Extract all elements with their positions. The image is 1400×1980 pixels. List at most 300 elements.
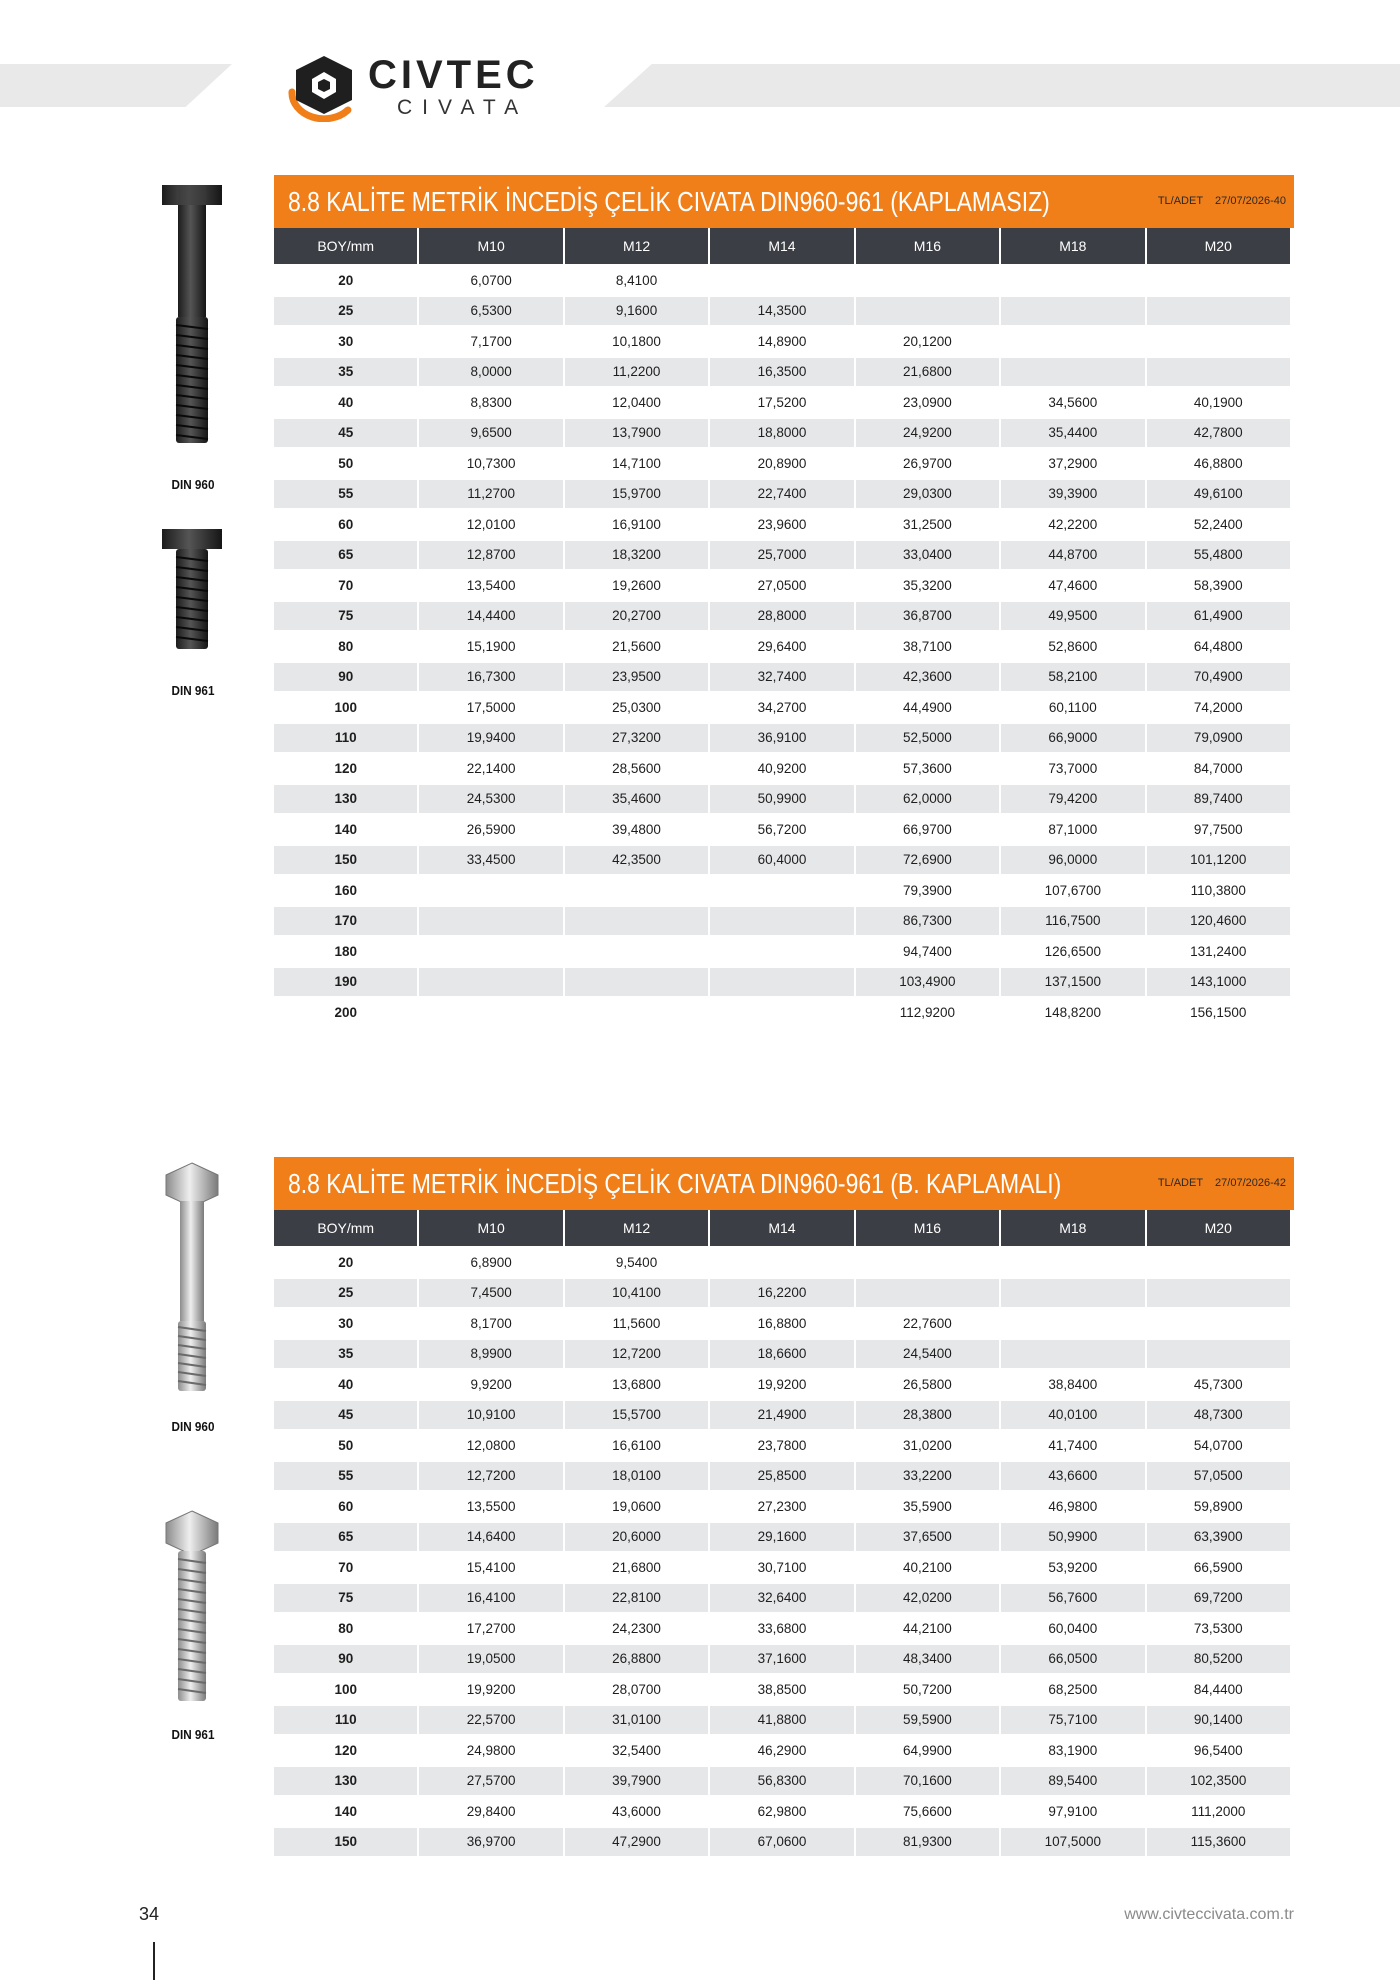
price-cell: 28,8000 [710, 602, 853, 633]
price-cell: 33,2200 [856, 1462, 999, 1493]
table-row [274, 327, 1290, 358]
price-cell: 35,4400 [1001, 419, 1144, 450]
table-body [274, 1248, 1290, 1858]
price-cell: 68,2500 [1001, 1675, 1144, 1706]
price-cell: 40,2100 [856, 1553, 999, 1584]
length-cell: 150 [274, 1828, 417, 1859]
price-cell: 53,9200 [1001, 1553, 1144, 1584]
price-cell: 73,7000 [1001, 754, 1144, 785]
price-cell: 20,2700 [565, 602, 708, 633]
price-cell: 33,0400 [856, 541, 999, 572]
price-cell: 6,5300 [419, 297, 562, 328]
price-cell: 14,8900 [710, 327, 853, 358]
price-cell: 60,4000 [710, 846, 853, 877]
column-header-size: M14 [710, 1210, 853, 1248]
column-header-length: BOY/mm [274, 1210, 417, 1248]
length-cell: 30 [274, 327, 417, 358]
price-cell: 54,0700 [1147, 1431, 1290, 1462]
price-cell: 110,3800 [1147, 876, 1290, 907]
hex-nut-logo-icon [282, 52, 366, 122]
din960-label: DIN 960 [171, 477, 215, 492]
price-cell: 38,7100 [856, 632, 999, 663]
price-cell: 28,3800 [856, 1401, 999, 1432]
price-cell: 36,9700 [419, 1828, 562, 1859]
price-cell: 13,7900 [565, 419, 708, 450]
price-cell: 13,5500 [419, 1492, 562, 1523]
price-cell [1001, 266, 1144, 297]
price-cell: 49,9500 [1001, 602, 1144, 633]
price-cell [710, 876, 853, 907]
price-cell: 72,6900 [856, 846, 999, 877]
price-cell: 48,3400 [856, 1645, 999, 1676]
price-cell: 9,6500 [419, 419, 562, 450]
price-cell: 46,2900 [710, 1736, 853, 1767]
price-cell: 42,3500 [565, 846, 708, 877]
length-cell: 190 [274, 968, 417, 999]
price-cell: 19,9400 [419, 724, 562, 755]
price-cell: 25,7000 [710, 541, 853, 572]
price-cell: 12,8700 [419, 541, 562, 572]
price-cell: 27,5700 [419, 1767, 562, 1798]
price-cell: 14,6400 [419, 1523, 562, 1554]
price-cell: 9,9200 [419, 1370, 562, 1401]
price-cell: 115,3600 [1147, 1828, 1290, 1859]
price-cell [1001, 1309, 1144, 1340]
table-row [274, 968, 1290, 999]
unit-label: TL/ADET [1157, 195, 1204, 207]
price-cell: 47,4600 [1001, 571, 1144, 602]
price-cell: 28,0700 [565, 1675, 708, 1706]
price-cell: 8,4100 [565, 266, 708, 297]
length-cell: 55 [274, 480, 417, 511]
price-cell: 32,6400 [710, 1584, 853, 1615]
price-cell: 50,9900 [1001, 1523, 1144, 1554]
price-cell: 59,8900 [1147, 1492, 1290, 1523]
price-cell: 59,5900 [856, 1706, 999, 1737]
table-row [274, 1797, 1290, 1828]
length-cell: 20 [274, 266, 417, 297]
price-cell: 26,5800 [856, 1370, 999, 1401]
price-cell: 66,9000 [1001, 724, 1144, 755]
table-row [274, 998, 1290, 1029]
table-row [274, 846, 1290, 877]
price-cell: 66,5900 [1147, 1553, 1290, 1584]
table-row [274, 388, 1290, 419]
price-cell: 10,7300 [419, 449, 562, 480]
price-cell: 39,3900 [1001, 480, 1144, 511]
column-header-size: M10 [419, 1210, 562, 1248]
price-cell: 94,7400 [856, 937, 999, 968]
price-cell: 15,1900 [419, 632, 562, 663]
price-cell: 19,9200 [710, 1370, 853, 1401]
price-cell: 21,6800 [565, 1553, 708, 1584]
table-row [274, 1736, 1290, 1767]
price-cell [1147, 1248, 1290, 1279]
table-row [274, 1309, 1290, 1340]
price-cell: 32,7400 [710, 663, 853, 694]
length-cell: 35 [274, 358, 417, 389]
column-header-size: M20 [1147, 1210, 1290, 1248]
table-row [274, 1584, 1290, 1615]
hex-bolt-zinc-full-thread-icon [158, 1509, 226, 1709]
price-cell: 89,5400 [1001, 1767, 1144, 1798]
length-cell: 120 [274, 754, 417, 785]
price-cell: 26,8800 [565, 1645, 708, 1676]
price-cell: 33,6800 [710, 1614, 853, 1645]
table-header-row [274, 228, 1290, 266]
brand-subtitle: CIVATA [397, 96, 529, 119]
table-row [274, 1553, 1290, 1584]
length-cell: 90 [274, 663, 417, 694]
price-cell: 101,1200 [1147, 846, 1290, 877]
price-cell [1147, 1340, 1290, 1371]
price-cell: 31,0200 [856, 1431, 999, 1462]
price-cell: 61,4900 [1147, 602, 1290, 633]
price-cell: 62,9800 [710, 1797, 853, 1828]
price-cell: 29,1600 [710, 1523, 853, 1554]
hex-bolt-black-full-thread-icon [158, 525, 226, 655]
price-cell: 137,1500 [1001, 968, 1144, 999]
price-cell: 21,6800 [856, 358, 999, 389]
price-cell: 36,8700 [856, 602, 999, 633]
table-row [274, 1675, 1290, 1706]
table-row [274, 1706, 1290, 1737]
price-cell: 75,6600 [856, 1797, 999, 1828]
price-cell [856, 1279, 999, 1310]
table-row [274, 1340, 1290, 1371]
table-row [274, 1248, 1290, 1279]
section-title-bar [274, 1157, 1294, 1210]
price-cell: 41,7400 [1001, 1431, 1144, 1462]
table-row [274, 1492, 1290, 1523]
price-cell: 24,5300 [419, 785, 562, 816]
price-cell: 12,0800 [419, 1431, 562, 1462]
brand-name: CIVTEC [368, 53, 539, 97]
price-cell: 102,3500 [1147, 1767, 1290, 1798]
price-cell: 12,7200 [565, 1340, 708, 1371]
price-cell [419, 907, 562, 938]
price-cell: 31,0100 [565, 1706, 708, 1737]
price-cell: 33,4500 [419, 846, 562, 877]
price-cell: 73,5300 [1147, 1614, 1290, 1645]
price-cell: 45,7300 [1147, 1370, 1290, 1401]
length-cell: 75 [274, 1584, 417, 1615]
length-cell: 60 [274, 510, 417, 541]
price-cell: 16,6100 [565, 1431, 708, 1462]
table-row [274, 693, 1290, 724]
price-cell: 44,8700 [1001, 541, 1144, 572]
price-cell: 27,0500 [710, 571, 853, 602]
price-cell: 69,7200 [1147, 1584, 1290, 1615]
price-cell: 66,9700 [856, 815, 999, 846]
price-cell [419, 968, 562, 999]
table-row [274, 1462, 1290, 1493]
din960-label: DIN 960 [171, 1419, 215, 1434]
price-cell: 57,0500 [1147, 1462, 1290, 1493]
price-cell [1001, 1340, 1144, 1371]
table-row [274, 815, 1290, 846]
table-row [274, 266, 1290, 297]
price-cell: 28,5600 [565, 754, 708, 785]
price-cell [419, 876, 562, 907]
price-cell: 37,6500 [856, 1523, 999, 1554]
table-row [274, 510, 1290, 541]
price-cell: 42,2200 [1001, 510, 1144, 541]
length-cell: 100 [274, 693, 417, 724]
length-cell: 90 [274, 1645, 417, 1676]
price-cell: 9,5400 [565, 1248, 708, 1279]
price-cell: 43,6000 [565, 1797, 708, 1828]
price-cell: 42,7800 [1147, 419, 1290, 450]
price-cell: 42,3600 [856, 663, 999, 694]
price-cell: 29,0300 [856, 480, 999, 511]
length-cell: 80 [274, 1614, 417, 1645]
column-header-size: M20 [1147, 228, 1290, 266]
price-cell: 23,0900 [856, 388, 999, 419]
length-cell: 80 [274, 632, 417, 663]
price-cell: 70,1600 [856, 1767, 999, 1798]
price-cell: 79,0900 [1147, 724, 1290, 755]
column-header-size: M16 [856, 1210, 999, 1248]
price-cell: 46,8800 [1147, 449, 1290, 480]
price-cell: 21,4900 [710, 1401, 853, 1432]
price-cell: 90,1400 [1147, 1706, 1290, 1737]
price-cell: 20,1200 [856, 327, 999, 358]
price-cell: 96,5400 [1147, 1736, 1290, 1767]
price-cell [1001, 358, 1144, 389]
price-cell: 24,5400 [856, 1340, 999, 1371]
length-cell: 150 [274, 846, 417, 877]
brand-logo [282, 52, 562, 122]
price-cell: 10,4100 [565, 1279, 708, 1310]
price-cell: 75,7100 [1001, 1706, 1144, 1737]
price-cell: 18,3200 [565, 541, 708, 572]
length-cell: 45 [274, 419, 417, 450]
price-cell: 35,5900 [856, 1492, 999, 1523]
table-row [274, 1431, 1290, 1462]
table-row [274, 297, 1290, 328]
column-header-size: M18 [1001, 1210, 1144, 1248]
length-cell: 130 [274, 1767, 417, 1798]
price-cell: 10,1800 [565, 327, 708, 358]
price-cell: 44,4900 [856, 693, 999, 724]
length-cell: 25 [274, 1279, 417, 1310]
section-title: 8.8 KALİTE METRİK İNCEDİŞ ÇELİK CIVATA DIN960-961 (B. KAPLAMALI) [288, 1168, 1062, 1199]
price-cell [1001, 327, 1144, 358]
price-cell: 52,2400 [1147, 510, 1290, 541]
table-row [274, 1828, 1290, 1859]
price-cell: 48,7300 [1147, 1401, 1290, 1432]
price-cell: 20,8900 [710, 449, 853, 480]
price-cell: 17,2700 [419, 1614, 562, 1645]
price-cell: 131,2400 [1147, 937, 1290, 968]
length-cell: 140 [274, 815, 417, 846]
length-cell: 35 [274, 1340, 417, 1371]
table-row [274, 632, 1290, 663]
price-cell: 18,0100 [565, 1462, 708, 1493]
table-row [274, 907, 1290, 938]
price-cell: 15,9700 [565, 480, 708, 511]
length-cell: 70 [274, 571, 417, 602]
price-cell: 50,7200 [856, 1675, 999, 1706]
price-cell: 14,4400 [419, 602, 562, 633]
price-cell: 56,7200 [710, 815, 853, 846]
length-cell: 40 [274, 388, 417, 419]
price-cell: 8,9900 [419, 1340, 562, 1371]
price-cell [1147, 1279, 1290, 1310]
price-cell: 8,8300 [419, 388, 562, 419]
price-cell: 148,8200 [1001, 998, 1144, 1029]
page-number: 34 [139, 1904, 160, 1924]
price-cell: 22,7600 [856, 1309, 999, 1340]
price-cell: 22,8100 [565, 1584, 708, 1615]
price-cell [710, 998, 853, 1029]
price-cell: 11,2200 [565, 358, 708, 389]
table-row [274, 663, 1290, 694]
price-cell: 8,1700 [419, 1309, 562, 1340]
price-cell: 27,2300 [710, 1492, 853, 1523]
length-cell: 130 [274, 785, 417, 816]
date-code: 27/07/2026-42 [1215, 1177, 1286, 1189]
price-cell: 15,5700 [565, 1401, 708, 1432]
price-cell: 11,2700 [419, 480, 562, 511]
price-cell: 57,3600 [856, 754, 999, 785]
table-row [274, 1614, 1290, 1645]
price-cell: 12,0100 [419, 510, 562, 541]
price-cell: 15,4100 [419, 1553, 562, 1584]
table-row [274, 1767, 1290, 1798]
price-cell: 43,6600 [1001, 1462, 1144, 1493]
price-cell: 56,7600 [1001, 1584, 1144, 1615]
table-row [274, 1401, 1290, 1432]
section-title-bar [274, 175, 1294, 228]
price-cell: 14,3500 [710, 297, 853, 328]
table-row [274, 571, 1290, 602]
price-cell: 26,9700 [856, 449, 999, 480]
price-cell: 49,6100 [1147, 480, 1290, 511]
price-cell: 17,5200 [710, 388, 853, 419]
price-cell: 34,5600 [1001, 388, 1144, 419]
price-cell: 25,0300 [565, 693, 708, 724]
price-cell: 40,1900 [1147, 388, 1290, 419]
price-cell: 9,1600 [565, 297, 708, 328]
price-cell: 39,4800 [565, 815, 708, 846]
price-cell [1147, 327, 1290, 358]
table-header-row [274, 1210, 1290, 1248]
length-cell: 55 [274, 1462, 417, 1493]
price-cell: 58,2100 [1001, 663, 1144, 694]
price-cell: 31,2500 [856, 510, 999, 541]
price-cell: 39,7900 [565, 1767, 708, 1798]
price-table [272, 228, 1292, 1029]
price-cell: 35,3200 [856, 571, 999, 602]
price-cell: 111,2000 [1147, 1797, 1290, 1828]
din961-label: DIN 961 [171, 683, 215, 698]
hex-bolt-zinc-partial-thread-icon [158, 1161, 226, 1397]
price-cell: 25,8500 [710, 1462, 853, 1493]
table-row [274, 1279, 1290, 1310]
price-cell: 19,0500 [419, 1645, 562, 1676]
price-cell: 143,1000 [1147, 968, 1290, 999]
length-cell: 120 [274, 1736, 417, 1767]
table-row [274, 724, 1290, 755]
column-header-size: M10 [419, 228, 562, 266]
price-cell: 7,4500 [419, 1279, 562, 1310]
price-cell [1001, 297, 1144, 328]
table-row [274, 1523, 1290, 1554]
price-cell: 23,7800 [710, 1431, 853, 1462]
length-cell: 70 [274, 1553, 417, 1584]
price-cell: 29,6400 [710, 632, 853, 663]
page-divider [153, 1942, 155, 1980]
price-cell: 16,9100 [565, 510, 708, 541]
price-cell [419, 937, 562, 968]
website-link[interactable]: www.civteccivata.com.tr [1124, 1906, 1294, 1923]
price-cell [1001, 1279, 1144, 1310]
price-cell: 16,2200 [710, 1279, 853, 1310]
length-cell: 110 [274, 724, 417, 755]
price-cell [856, 297, 999, 328]
price-cell: 63,3900 [1147, 1523, 1290, 1554]
price-cell [710, 968, 853, 999]
price-cell: 40,9200 [710, 754, 853, 785]
length-cell: 25 [274, 297, 417, 328]
price-cell: 16,8800 [710, 1309, 853, 1340]
price-cell: 67,0600 [710, 1828, 853, 1859]
length-cell: 50 [274, 449, 417, 480]
price-cell: 19,9200 [419, 1675, 562, 1706]
price-cell: 87,1000 [1001, 815, 1144, 846]
table-row [274, 754, 1290, 785]
price-cell: 79,3900 [856, 876, 999, 907]
price-cell: 26,5900 [419, 815, 562, 846]
price-cell: 86,7300 [856, 907, 999, 938]
table-row [274, 937, 1290, 968]
price-cell: 38,8500 [710, 1675, 853, 1706]
price-cell: 29,8400 [419, 1797, 562, 1828]
price-cell: 35,4600 [565, 785, 708, 816]
table-row [274, 358, 1290, 389]
price-cell: 52,5000 [856, 724, 999, 755]
price-cell: 84,4400 [1147, 1675, 1290, 1706]
length-cell: 30 [274, 1309, 417, 1340]
length-cell: 180 [274, 937, 417, 968]
length-cell: 110 [274, 1706, 417, 1737]
column-header-size: M18 [1001, 228, 1144, 266]
price-cell [419, 998, 562, 1029]
price-cell: 52,8600 [1001, 632, 1144, 663]
price-cell: 6,8900 [419, 1248, 562, 1279]
length-cell: 100 [274, 1675, 417, 1706]
unit-label: TL/ADET [1157, 1177, 1204, 1189]
price-cell [856, 266, 999, 297]
length-cell: 200 [274, 998, 417, 1029]
price-cell: 97,7500 [1147, 815, 1290, 846]
table-row [274, 876, 1290, 907]
price-cell: 23,9600 [710, 510, 853, 541]
price-cell: 89,7400 [1147, 785, 1290, 816]
price-cell: 24,9200 [856, 419, 999, 450]
price-cell: 50,9900 [710, 785, 853, 816]
length-cell: 45 [274, 1401, 417, 1432]
price-cell: 16,4100 [419, 1584, 562, 1615]
price-cell [565, 968, 708, 999]
price-cell: 79,4200 [1001, 785, 1144, 816]
table-row [274, 602, 1290, 633]
price-cell: 34,2700 [710, 693, 853, 724]
price-cell: 22,5700 [419, 1706, 562, 1737]
price-cell: 13,5400 [419, 571, 562, 602]
